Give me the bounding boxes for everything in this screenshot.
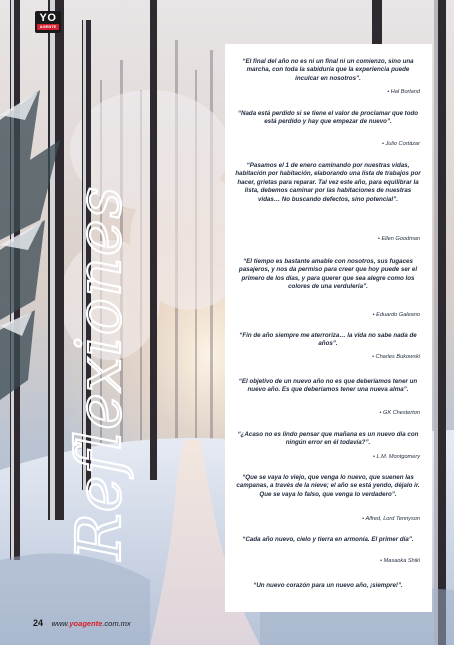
quote-1: “El final del año no es ni un final ni un comienzo, sino una marcha, con toda la sabiduría que la experiencia puede inculcar en nosotros”. [242,58,414,82]
quote-3: “Pasamos el 1 de enero caminando por nuestras vidas, habitación por habitación, elaborando una lista de trabajos por hacer, grietas para reparar. Tal vez este año, para equilibrar la lista, debemos caminar por las habitaciones de nuestras vidas… No buscando defectos, sino potencial”. [235,162,421,203]
url-prefix: www. [51,619,70,628]
quote-author-7: • L.M. Montgomery [373,454,420,460]
site-url[interactable] [51,619,130,628]
page-title: Reflexiones [62,185,135,560]
quote-author-3: • Ellen Goodman [378,236,420,242]
quote-2: “Nada está perdido si se tiene el valor de proclamar que todo está perdido y hay que empezar de nuevo”. [237,110,419,126]
quote-10: “Un nuevo corazón para un nuevo año, ¡siempre!”. [253,582,403,589]
yo-agente-logo [35,11,61,33]
quote-author-4: • Eduardo Galeano [373,312,420,318]
quote-author-6: • GK Chesterton [379,410,420,416]
quote-9: “Cada año nuevo, cielo y tierra en armonía. El primer día”. [242,536,414,543]
quote-5: “Fin de año siempre me aterroriza… la vida no sabe nada de años”. [239,332,417,348]
quote-8: “Que se vaya lo viejo, que venga lo nuevo, que suenen las campanas, a través de la nieve; el año se está yendo, déjalo ir. Que se vaya lo falso, que venga lo verdadero”. [236,474,420,498]
quote-author-1: • Hal Borland [387,89,420,95]
quote-author-2: • Julio Cortázar [382,141,420,147]
quote-6: “El objetivo de un nuevo año no es que deberíamos tener un nuevo año. Es que deberíamos tener una nueva alma”. [238,378,418,394]
quote-author-8: • Alfred, Lord Tennyson [362,516,420,522]
page-footer [33,613,131,631]
quote-4: “El tiempo es bastante amable con nosotros, sus fugaces pasajeros, y nos da permiso para creer que hoy puede ser el primero de los días, y para querer que sea alegre como los colores de una verdulería”. [238,258,418,291]
logo-text: YO [39,12,57,24]
quote-7: “¿Acaso no es lindo pensar que mañana es un nuevo día con ningún error en él todavía?”. [237,431,419,447]
logo-subtext: AGENTE [37,24,59,30]
quote-author-5: • Charles Bukowski [372,354,420,360]
quote-author-9: • Masaoka Shiki [380,558,420,564]
page-number: 24 [33,618,44,628]
quotes-panel [225,44,432,612]
url-brand: yoagente [69,619,103,628]
url-suffix: .com.mx [102,619,131,628]
